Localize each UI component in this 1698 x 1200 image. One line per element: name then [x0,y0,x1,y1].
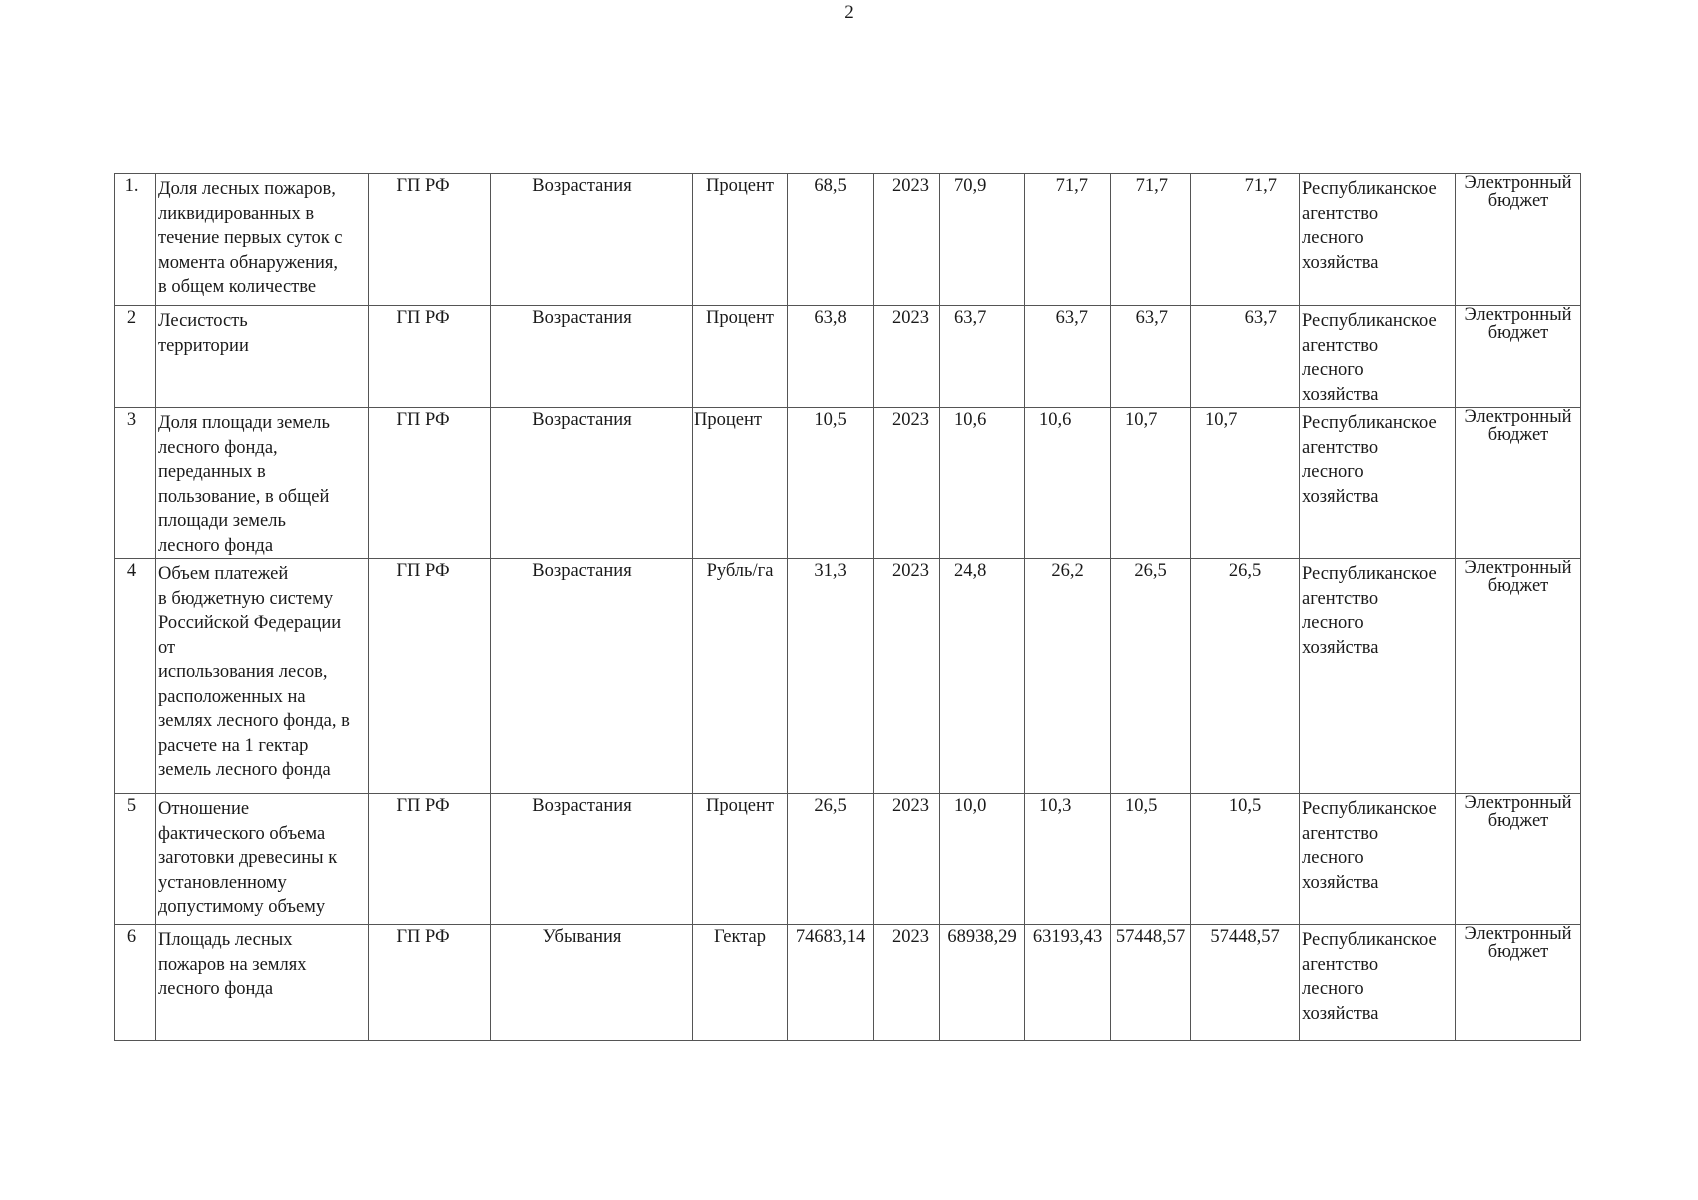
value-year-2: 10,6 [1025,408,1111,559]
value-year-3: 26,5 [1111,559,1191,794]
value-year-2: 10,3 [1025,794,1111,925]
responsible-body: Республиканское агентство лесного хозяйства [1300,794,1456,925]
indicator-unit: Процент [693,408,788,559]
value-year-1: 68938,29 [940,925,1025,1041]
value-year-2: 71,7 [1025,174,1111,306]
base-year: 2023 [874,306,940,408]
value-year-1: 63,7 [940,306,1025,408]
info-system: Электронный бюджет [1456,559,1581,794]
indicator-source: ГП РФ [369,306,491,408]
value-year-4: 71,7 [1191,174,1300,306]
base-year: 2023 [874,559,940,794]
value-year-1: 24,8 [940,559,1025,794]
row-number: 4 [115,559,156,794]
responsible-body: Республиканское агентство лесного хозяйства [1300,559,1456,794]
value-year-1: 10,6 [940,408,1025,559]
base-value: 63,8 [788,306,874,408]
value-year-4: 63,7 [1191,306,1300,408]
base-value: 31,3 [788,559,874,794]
base-value: 26,5 [788,794,874,925]
indicator-unit: Процент [693,794,788,925]
info-system: Электронный бюджет [1456,925,1581,1041]
indicator-trend: Убывания [491,925,693,1041]
table-row [115,408,1581,559]
base-year: 2023 [874,925,940,1041]
base-value: 68,5 [788,174,874,306]
value-year-1: 10,0 [940,794,1025,925]
base-year: 2023 [874,174,940,306]
indicator-source: ГП РФ [369,408,491,559]
value-year-3: 63,7 [1111,306,1191,408]
row-number: 5 [115,794,156,925]
base-value: 74683,14 [788,925,874,1041]
value-year-4: 57448,57 [1191,925,1300,1041]
value-year-3: 10,7 [1111,408,1191,559]
indicator-unit: Процент [693,174,788,306]
base-year: 2023 [874,408,940,559]
indicator-source: ГП РФ [369,174,491,306]
indicator-unit: Процент [693,306,788,408]
base-value: 10,5 [788,408,874,559]
value-year-4: 10,7 [1191,408,1300,559]
indicator-unit: Гектар [693,925,788,1041]
responsible-body: Республиканское агентство лесного хозяйства [1300,174,1456,306]
indicator-source: ГП РФ [369,925,491,1041]
indicator-source: ГП РФ [369,559,491,794]
table-row [115,559,1581,794]
value-year-3: 71,7 [1111,174,1191,306]
table-row [115,925,1581,1041]
info-system: Электронный бюджет [1456,408,1581,559]
page-number: 2 [844,2,854,23]
indicator-source: ГП РФ [369,794,491,925]
indicator-trend: Возрастания [491,306,693,408]
value-year-4: 10,5 [1191,794,1300,925]
indicator-name: Объем платежей в бюджетную систему Российской Федерации от использования лесов, расположенных на землях лесного фонда, в расчете на 1 гектар земель лесного фонда [156,559,369,794]
value-year-2: 63193,43 [1025,925,1111,1041]
value-year-2: 26,2 [1025,559,1111,794]
row-number: 3 [115,408,156,559]
value-year-3: 57448,57 [1111,925,1191,1041]
responsible-body: Республиканское агентство лесного хозяйства [1300,306,1456,408]
table-row [115,174,1581,306]
value-year-1: 70,9 [940,174,1025,306]
base-year: 2023 [874,794,940,925]
indicator-trend: Возрастания [491,559,693,794]
indicators-table [114,173,1581,1041]
info-system: Электронный бюджет [1456,794,1581,925]
info-system: Электронный бюджет [1456,306,1581,408]
indicator-name: Лесистость территории [156,306,369,408]
indicator-name: Доля площади земель лесного фонда, переданных в пользование, в общей площади земель лесного фонда [156,408,369,559]
table-row [115,794,1581,925]
info-system: Электронный бюджет [1456,174,1581,306]
table-body [115,174,1581,1041]
indicator-name: Отношение фактического объема заготовки древесины к установленному допустимому объему [156,794,369,925]
indicator-trend: Возрастания [491,174,693,306]
value-year-3: 10,5 [1111,794,1191,925]
indicator-unit: Рубль/га [693,559,788,794]
row-number: 2 [115,306,156,408]
row-number: 6 [115,925,156,1041]
value-year-2: 63,7 [1025,306,1111,408]
indicator-trend: Возрастания [491,408,693,559]
value-year-4: 26,5 [1191,559,1300,794]
indicator-name: Доля лесных пожаров, ликвидированных в течение первых суток с момента обнаружения, в общем количестве [156,174,369,306]
row-number: 1. [115,174,156,306]
table-row [115,306,1581,408]
responsible-body: Республиканское агентство лесного хозяйства [1300,408,1456,559]
indicator-trend: Возрастания [491,794,693,925]
indicator-name: Площадь лесных пожаров на землях лесного фонда [156,925,369,1041]
responsible-body: Республиканское агентство лесного хозяйства [1300,925,1456,1041]
